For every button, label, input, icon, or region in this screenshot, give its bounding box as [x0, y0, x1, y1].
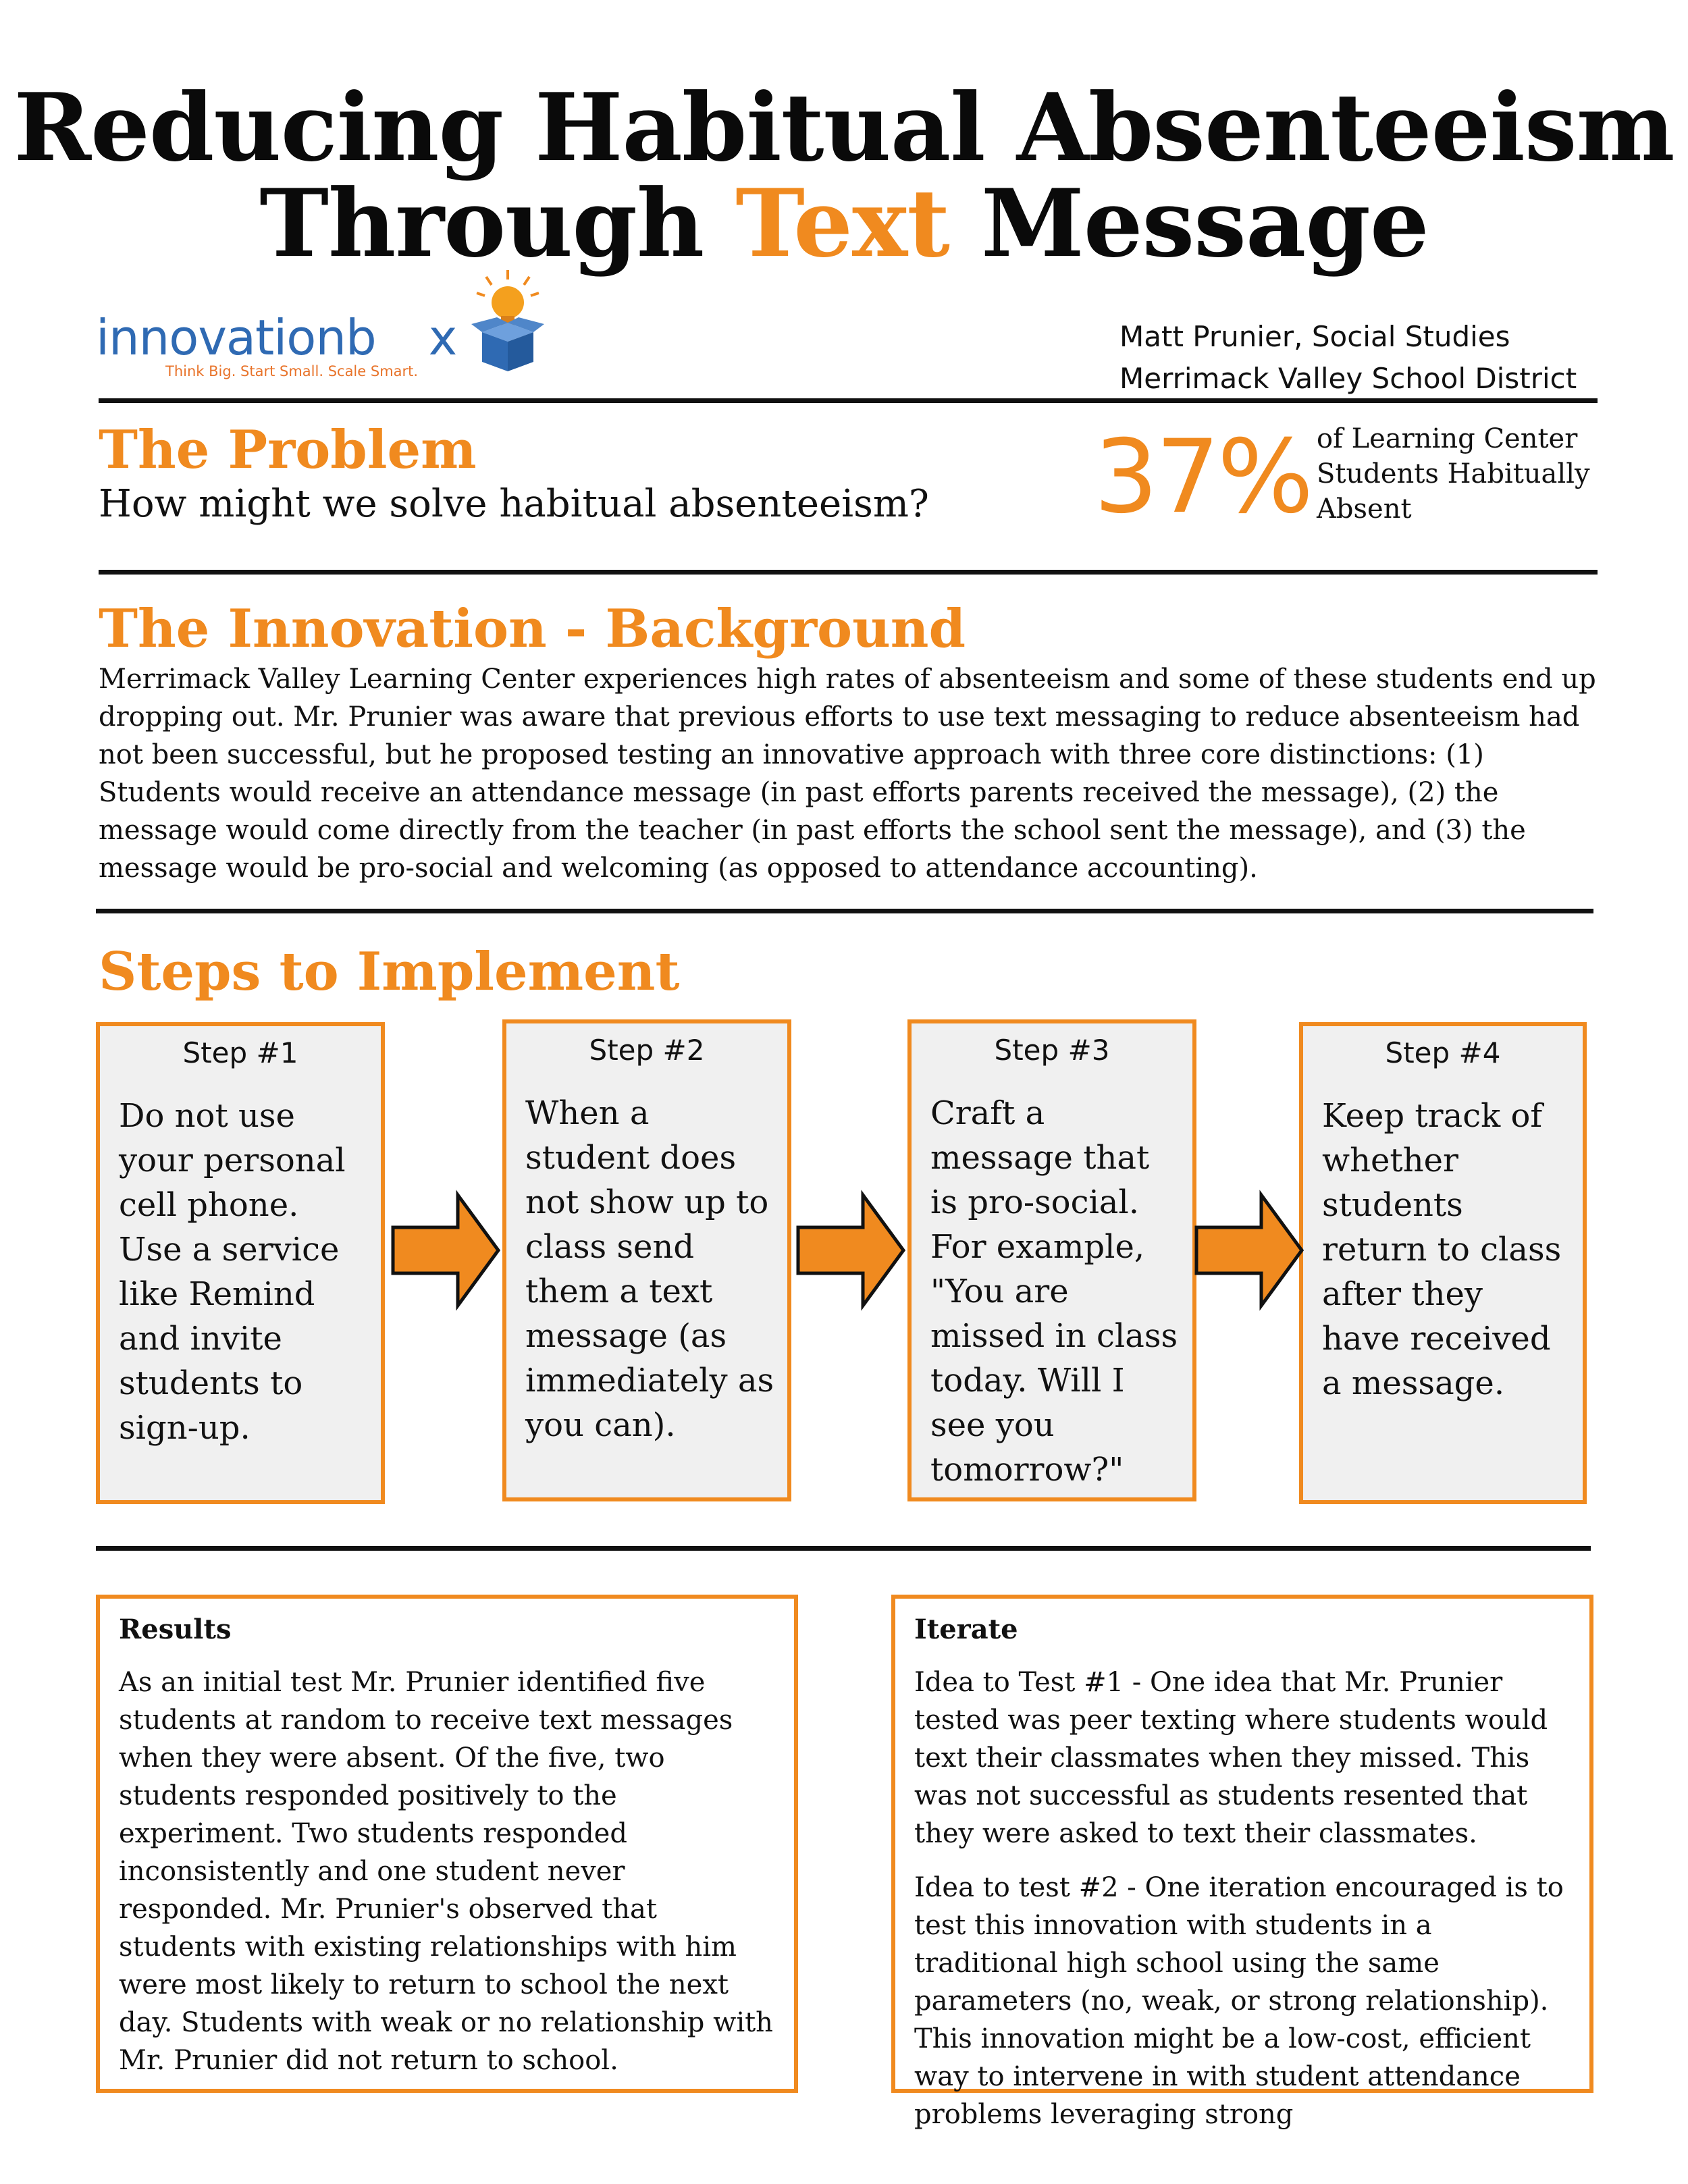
step-4-text: Keep track of whether students return to class after they have received a message.	[1322, 1097, 1562, 1402]
arrow-right-icon	[795, 1191, 907, 1310]
problem-question: How might we solve habitual absenteeism?	[99, 482, 929, 526]
iterate-idea-1: Idea to Test #1 - One idea that Mr. Prunier tested was peer texting where students would text their classmates when they missed. This was not successful as students resented that they were asked to text their classmates.	[914, 1667, 1548, 1849]
step-2-text: When a student does not show up to class send them a text message (as immediately as you can).	[525, 1094, 774, 1444]
innovation-heading: The Innovation - Background	[99, 598, 966, 660]
author-block	[1119, 316, 1592, 400]
step-1-text: Do not use your personal cell phone. Use a service like Remind and invite students to sign-up.	[119, 1097, 346, 1447]
step-3-label: Step #3	[994, 1034, 1110, 1067]
title-line-2	[0, 168, 1688, 278]
logo-tagline: Think Big. Start Small. Scale Smart.	[165, 363, 419, 379]
divider-innovation	[96, 909, 1593, 913]
step-card-2	[502, 1019, 791, 1501]
steps-heading: Steps to Implement	[99, 941, 680, 1003]
title-accent-word: Text	[735, 168, 949, 278]
innovationbox-logo	[96, 270, 501, 385]
title-line-1: Reducing Habitual Absenteeism	[14, 72, 1674, 182]
author-name: Matt Prunier, Social Studies	[1119, 320, 1510, 353]
divider-steps	[96, 1546, 1591, 1551]
results-heading: Results	[119, 1614, 232, 1645]
divider-problem	[99, 570, 1598, 575]
author-district: Merrimack Valley School District	[1119, 362, 1577, 395]
logo-wordmark-end: x	[428, 309, 457, 366]
title-line-2-start: Through	[259, 168, 736, 278]
divider-top	[99, 398, 1598, 403]
step-3-text: Craft a message that is pro-social. For example, "You are missed in class today. Will I see you tomorrow?"	[930, 1094, 1178, 1489]
page-title	[0, 72, 1688, 278]
step-card-3	[907, 1019, 1196, 1501]
arrow-right-icon	[390, 1191, 502, 1310]
logo-wordmark-start: innovationb	[96, 309, 376, 366]
step-card-4	[1299, 1022, 1587, 1504]
step-2-label: Step #2	[589, 1034, 705, 1067]
step-4-label: Step #4	[1385, 1036, 1501, 1069]
arrow-right-icon	[1194, 1191, 1306, 1310]
iterate-card	[891, 1595, 1593, 2130]
innovation-body: Merrimack Valley Learning Center experiences high rates of absenteeism and some of these students end up dropping out. Mr. Prunier was aware that previous efforts to use text messaging to reduce absenteeism had not been successful, but he proposed testing an innovative approach with three core distinctions: (1) Students would receive an attendance message (in past efforts parents received the message), (2) the message would come directly from the teacher (in past efforts the school sent the message), and (3) the message would be pro-social and welcoming (as opposed to attendance accounting).	[99, 664, 1596, 884]
title-line-2-end: Message	[949, 168, 1429, 278]
iterate-idea-2: Idea to test #2 - One iteration encouraged is to test this innovation with students in a traditional high school using the same parameters (no, weak, or strong relationship). This innovation might be a low-cost, efficient way to intervene in with student attendance problems leveraging strong	[914, 1872, 1564, 2130]
iterate-heading: Iterate	[914, 1614, 1018, 1645]
logo-wordmark	[96, 311, 456, 365]
step-1-label: Step #1	[182, 1036, 298, 1069]
problem-heading: The Problem	[99, 419, 477, 481]
results-body: As an initial test Mr. Prunier identified five students at random to receive text messages when they were absent. Of the five, two students responded positively to the experiment. Two students responded inconsistently and one student never responded. Mr. Prunier's observed that students with existing relationships with him were most likely to return to school the next day. Students with weak or no relationship with Mr. Prunier did not return to school.	[119, 1667, 773, 2076]
absent-stat-label: of Learning Center Students Habitually Absent	[1317, 423, 1590, 525]
lightbulb-box-icon	[96, 270, 97, 271]
results-card	[96, 1595, 798, 2093]
step-card-1	[96, 1022, 385, 1504]
absent-stat-value: 37%	[1094, 419, 1311, 536]
